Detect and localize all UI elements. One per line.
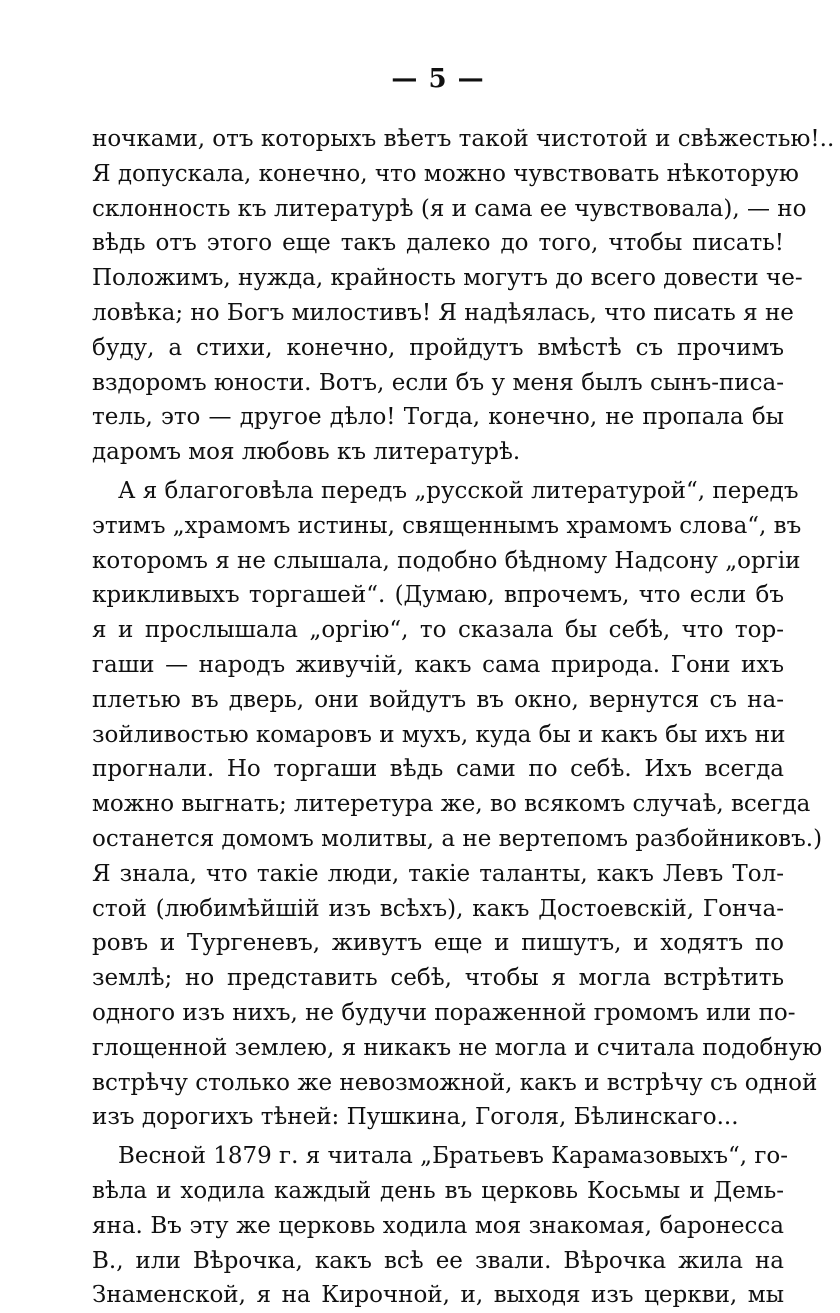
text-line: даромъ моя любовь къ литературѣ.: [92, 439, 521, 466]
text-line: Знаменской, я на Кирочной, и, выходя изъ церкви, мы: [92, 1282, 784, 1309]
text-line: ловѣка; но Богъ милостивъ! Я надѣялась, что писать я не: [92, 299, 794, 326]
text-line: склонность къ литературѣ (я и сама ее чувствовала), — но: [92, 195, 807, 222]
text-line: вздоромъ юности. Вотъ, если бъ у меня былъ сынъ-писа-: [92, 369, 784, 396]
text-line: встрѣчу столько же невозможной, какъ и встрѣчу съ одной: [92, 1069, 818, 1096]
text-line: А я благоговѣла передъ „русской литературой“, передъ: [118, 477, 799, 504]
text-line: можно выгнать; литеретура же, во всякомъ случаѣ, всегда: [92, 791, 811, 818]
page-number: — 5 —: [391, 64, 485, 94]
text-line: глощенной землею, я никакъ не могла и считала подобную: [92, 1034, 823, 1061]
text-line: Положимъ, нужда, крайность могутъ до всего довести че-: [92, 265, 803, 292]
text-line: стой (любимѣйшій изъ всѣхъ), какъ Достоевскій, Гонча-: [92, 895, 784, 922]
text-line: ровъ и Тургеневъ, живутъ еще и пишутъ, и ходятъ по: [92, 930, 784, 957]
text-line: ночками, отъ которыхъ вѣетъ такой чистотой и свѣжестью!..: [92, 126, 835, 152]
text-line: землѣ; но представить себѣ, чтобы я могла встрѣтить: [92, 965, 784, 992]
text-line: гаши — народъ живучій, какъ сама природа. Гони ихъ: [92, 651, 784, 678]
text-line: я и прослышала „оргію“, то сказала бы себѣ, что тор-: [92, 617, 784, 644]
text-line: этимъ „храмомъ истины, священнымъ храмомъ слова“, въ: [92, 512, 802, 539]
text-line: В., или Вѣрочка, какъ всѣ ее звали. Вѣрочка жила на: [92, 1247, 784, 1274]
text-line: тель, это — другое дѣло! Тогда, конечно, не пропала бы: [92, 404, 784, 431]
text-line: крикливыхъ торгашей“. (Думаю, впрочемъ, что если бъ: [92, 582, 784, 609]
text-line: плетью въ дверь, они войдутъ въ окно, вернутся съ на-: [92, 686, 784, 713]
text-line: вѣдь отъ этого еще такъ далеко до того, чтобы писать!: [92, 230, 784, 257]
text-line: Я знала, что такіе люди, такіе таланты, какъ Левъ Тол-: [92, 860, 784, 887]
text-line: Я допускала, конечно, что можно чувствовать нѣкоторую: [92, 160, 799, 187]
paragraph-2: [92, 474, 823, 1135]
text-line: зойливостью комаровъ и мухъ, куда бы и какъ бы ихъ ни: [92, 721, 786, 748]
text-line: останется домомъ молитвы, а не вертепомъ разбойниковъ.): [92, 825, 823, 852]
text-line: которомъ я не слышала, подобно бѣдному Надсону „оргіи: [92, 547, 801, 574]
text-line: Весной 1879 г. я читала „Братьевъ Карамазовыхъ“, го-: [118, 1143, 789, 1170]
text-line: буду, а стихи, конечно, пройдутъ вмѣстѣ съ прочимъ: [92, 334, 784, 361]
text-line: вѣла и ходила каждый день въ церковь Косьмы и Демь-: [92, 1177, 784, 1204]
text-line: изъ дорогихъ тѣней: Пушкина, Гоголя, Бѣлинскаго...: [92, 1104, 739, 1131]
text-line: яна. Въ эту же церковь ходила моя знакомая, баронесса: [92, 1212, 784, 1239]
paragraph-3: [92, 1139, 789, 1313]
paragraph-1: [92, 122, 835, 470]
text-line: прогнали. Но торгаши вѣдь сами по себѣ. Ихъ всегда: [92, 756, 784, 783]
text-line: одного изъ нихъ, не будучи пораженной громомъ или по-: [92, 999, 796, 1026]
